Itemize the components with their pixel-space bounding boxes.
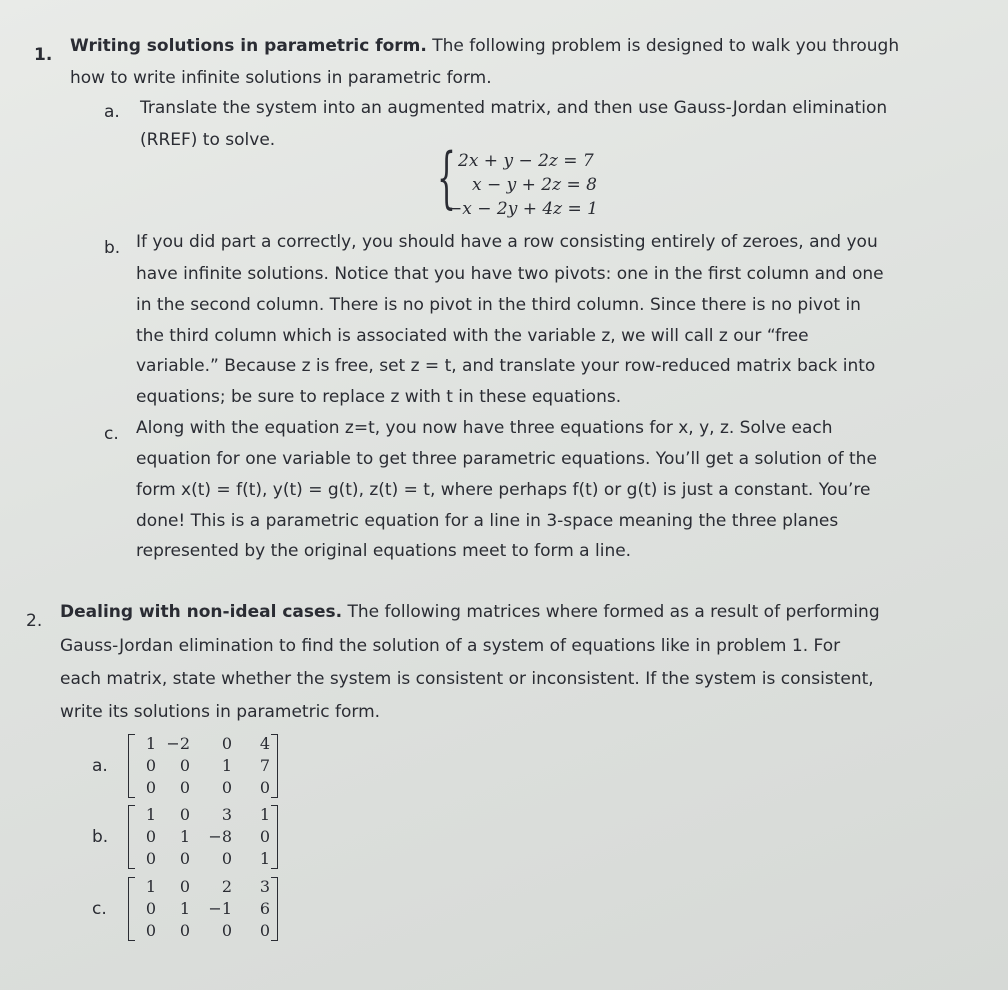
matrix-cell: 0 (179, 756, 190, 775)
matrix-right-bracket (271, 877, 278, 941)
problem2-number: 2. (26, 611, 43, 631)
matrix-cell: 0 (221, 849, 232, 868)
part-b-line: variable.” Because z is free, set z = t, and translate your row-reduced matrix back into (136, 356, 876, 376)
part-c-line: equation for one variable to get three parametric equations. You’ll get a solution of the (136, 449, 877, 469)
matrix-cell: 0 (145, 827, 156, 846)
augmented-matrix (128, 803, 278, 871)
matrix-cell: 4 (259, 734, 270, 753)
matrix-cell: −1 (208, 899, 232, 918)
matrix-right-bracket (271, 805, 278, 869)
problem2-intro-rest: The following matrices where formed as a result of performing (342, 602, 880, 622)
part-b-line: the third column which is associated with the variable z, we will call z our “free (136, 326, 809, 346)
matrix-cell: 0 (145, 756, 156, 775)
augmented-matrix (128, 875, 278, 943)
matrix-cell: 0 (145, 921, 156, 940)
matrix-cell: 0 (145, 778, 156, 797)
problem1-intro-rest: The following problem is designed to walk you through (426, 36, 900, 56)
matrix-cell: 7 (259, 756, 270, 775)
matrix-cell: 0 (221, 778, 232, 797)
matrix-cell: 1 (259, 849, 270, 868)
matrix-cell: 0 (145, 849, 156, 868)
part-a-letter: a. (104, 102, 120, 122)
matrix-cell: 3 (259, 877, 270, 896)
matrix-letter: c. (92, 899, 107, 919)
matrix-cell: 0 (179, 778, 190, 797)
part-b-line: equations; be sure to replace z with t in these equations. (136, 387, 622, 407)
problem1-title: Writing solutions in parametric form. (70, 36, 427, 56)
matrix-cell: 0 (145, 899, 156, 918)
part-c-line: form x(t) = f(t), y(t) = g(t), z(t) = t, where perhaps f(t) or g(t) is just a constant. You’re (136, 480, 871, 500)
matrix-cell: 0 (179, 877, 190, 896)
matrix-cell: 3 (221, 805, 232, 824)
problem2-intro-line1 (60, 602, 880, 622)
matrix-cell: 1 (145, 877, 156, 896)
part-c-line: Along with the equation z=t, you now have three equations for x, y, z. Solve each (136, 418, 833, 438)
part-b-line: have infinite solutions. Notice that you have two pivots: one in the first column and one (136, 264, 884, 284)
part-b-line: If you did part a correctly, you should have a row consisting entirely of zeroes, and you (136, 232, 878, 252)
part-b-line: in the second column. There is no pivot in the third column. Since there is no pivot in (136, 295, 861, 315)
matrix-cell: 1 (221, 756, 232, 775)
matrix-cell: 0 (221, 734, 232, 753)
matrix-cell: 1 (145, 805, 156, 824)
matrix-cell: 1 (145, 734, 156, 753)
matrix-cell: 0 (259, 778, 270, 797)
system-eq3: −x − 2y + 4z = 1 (448, 199, 598, 219)
matrix-cell: 1 (259, 805, 270, 824)
problem2-line: write its solutions in parametric form. (60, 702, 381, 722)
system-brace: { (437, 139, 456, 216)
matrix-cell: 0 (179, 805, 190, 824)
matrix-cell: 6 (259, 899, 270, 918)
part-c-line: represented by the original equations meet to form a line. (136, 541, 632, 561)
augmented-matrix (128, 732, 278, 800)
problem2-title: Dealing with non-ideal cases. (60, 602, 343, 622)
problem1-number: 1. (34, 45, 53, 65)
matrix-cell: 0 (179, 921, 190, 940)
matrix-cell: 1 (179, 827, 190, 846)
matrix-cell: 1 (179, 899, 190, 918)
part-b-letter: b. (104, 238, 121, 258)
system-eq1: 2x + y − 2z = 7 (458, 151, 594, 171)
matrix-cell: 0 (259, 921, 270, 940)
matrix-cell: 0 (221, 921, 232, 940)
system-eq2: x − y + 2z = 8 (472, 175, 597, 195)
problem2-line: Gauss-Jordan elimination to find the solution of a system of equations like in problem 1. For (60, 636, 841, 656)
matrix-cell: −2 (166, 734, 190, 753)
problem1-intro-line1 (70, 36, 899, 56)
part-a-line1: Translate the system into an augmented matrix, and then use Gauss-Jordan elimination (140, 98, 888, 118)
problem1-intro-line2: how to write infinite solutions in parametric form. (70, 68, 492, 88)
matrix-letter: a. (92, 756, 108, 776)
matrix-cell: 0 (179, 849, 190, 868)
part-c-letter: c. (104, 424, 119, 444)
matrix-cell: −8 (208, 827, 232, 846)
part-a-line2: (RREF) to solve. (140, 130, 276, 150)
matrix-right-bracket (271, 734, 278, 798)
problem2-line: each matrix, state whether the system is consistent or inconsistent. If the system is consistent, (60, 669, 874, 689)
matrix-letter: b. (92, 827, 109, 847)
matrix-cell: 0 (259, 827, 270, 846)
part-c-line: done! This is a parametric equation for a line in 3-space meaning the three planes (136, 511, 839, 531)
matrix-cell: 2 (221, 877, 232, 896)
